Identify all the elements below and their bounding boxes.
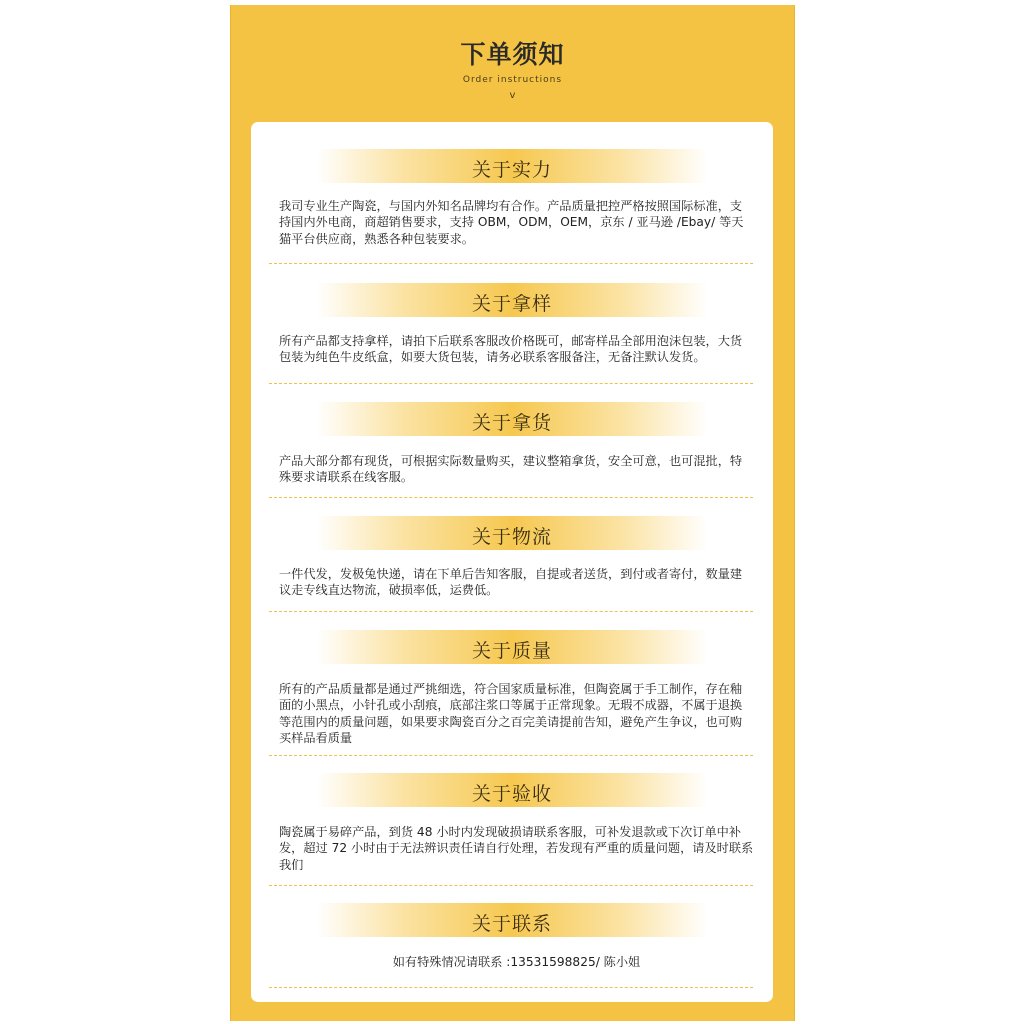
section-header-acceptance (316, 773, 708, 807)
section-body-logistics: 一件代发，发极兔快递，请在下单后告知客服，自提或者送货，到付或者寄付，数量建议走专线直达物流，破损率低，运费低。 (279, 567, 743, 598)
section-title-strength: 关于实力 (471, 159, 552, 181)
order-instructions-poster (230, 5, 795, 1021)
section-title-quality: 关于质量 (471, 640, 552, 662)
section-header-samples (316, 283, 708, 317)
section-body-quality: 所有的产品质量都是通过严挑细选，符合国家质量标准，但陶瓷属于手工制作，存在釉面的小黑点，小针孔或小刮痕，底部注浆口等属于正常现象。无瑕不成器，不属于退换等范围内的质量问题，如果要求陶瓷百分之百完美请提前告知，避免产生争议，也可购买样品看质量 (279, 682, 743, 746)
section-title-contact: 关于联系 (471, 913, 552, 935)
divider (269, 497, 753, 498)
divider (269, 263, 753, 264)
section-header-contact (316, 903, 708, 937)
section-body-contact: 如有特殊情况请联系 :13531598825/ 陈小姐 (392, 955, 641, 969)
section-body-samples: 所有产品都支持拿样，请拍下后联系客服改价格既可，邮寄样品全部用泡沫包装，大货包装为纯色牛皮纸盒，如要大货包装，请务必联系客服备注，无备注默认发货。 (279, 334, 743, 365)
section-title-stock: 关于拿货 (471, 412, 552, 434)
section-title-acceptance: 关于验收 (471, 783, 552, 805)
section-body-acceptance: 陶瓷属于易碎产品，到货 48 小时内发现破损请联系客服，可补发退款或下次订单中补发，超过 72 小时由于无法辨识责任请自行处理，若发现有严重的质量问题，请及时联系我们 (279, 825, 754, 872)
section-header-stock (316, 402, 708, 436)
divider (269, 885, 753, 886)
divider (269, 383, 753, 384)
section-header-quality (316, 630, 708, 664)
divider (269, 611, 753, 612)
section-header-strength (316, 149, 708, 183)
divider (269, 987, 753, 988)
divider (269, 755, 753, 756)
section-title-logistics: 关于物流 (471, 526, 552, 548)
page-title: 下单须知 (460, 40, 565, 69)
page-subtitle: Order instructions (462, 75, 563, 85)
section-title-samples: 关于拿样 (471, 293, 552, 315)
section-body-stock: 产品大部分都有现货，可根据实际数量购买，建议整箱拿货，安全可意，也可混批，特殊要求请联系在线客服。 (279, 454, 743, 485)
section-header-logistics (316, 516, 708, 550)
section-body-strength: 我司专业生产陶瓷，与国内外知名品牌均有合作。产品质量把控严格按照国际标准，支持国内外电商，商超销售要求，支持 OBM，ODM，OEM，京东 / 亚马逊 /Ebay/ 等天猫平台供应商，熟悉各种包装要求。 (279, 199, 744, 246)
instructions-card (251, 122, 773, 1002)
chevron-down-icon: v (509, 90, 516, 101)
